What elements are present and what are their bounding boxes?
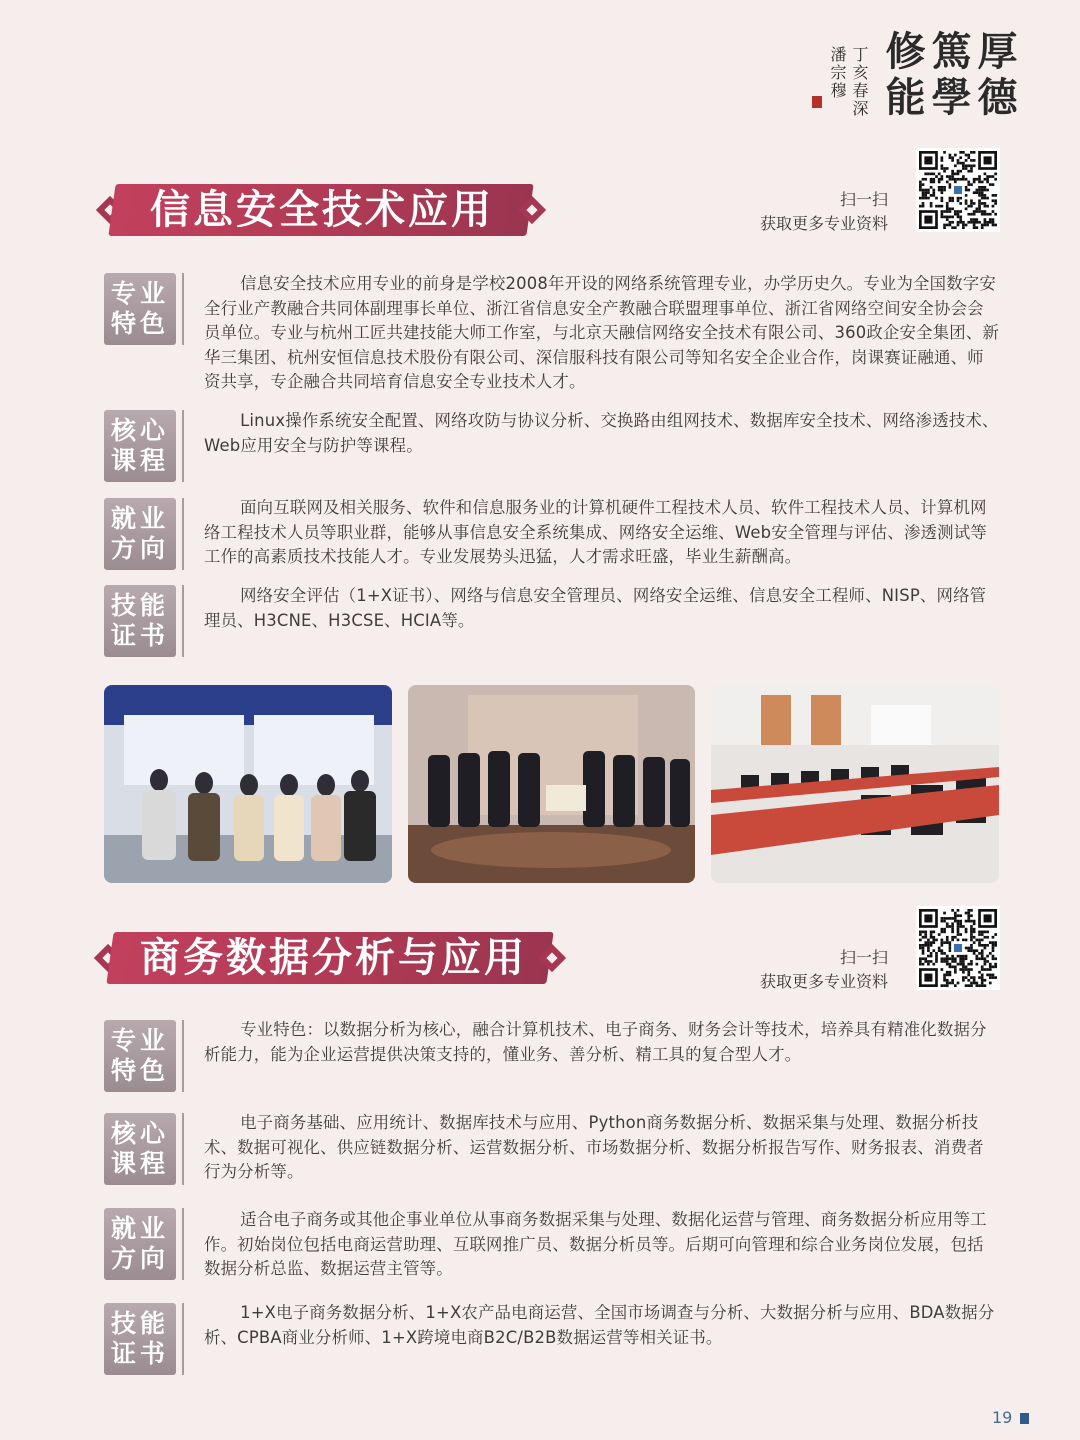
section-2-scan-text bbox=[700, 946, 888, 994]
paragraph-core-courses: Linux操作系统安全配置、网络攻防与协议分析、交换路由组网技术、数据库安全技术、网络渗透技术、Web应用安全与防护等课程。 bbox=[204, 411, 999, 455]
label-certificates: 技能证书 bbox=[104, 1303, 176, 1375]
group-photo-ceremony bbox=[408, 685, 695, 883]
label-core-courses: 核心课程 bbox=[104, 410, 176, 482]
label-specialty: 专业特色 bbox=[104, 273, 176, 345]
computer-lab-photo bbox=[711, 685, 999, 883]
paragraph-specialty: 专业特色：以数据分析为核心，融合计算机技术、电子商务、财务会计等技术，培养具有精准化数据分析能力，能为企业运营提供决策支持的，懂业务、善分析、精工具的复合型人才。 bbox=[204, 1020, 987, 1064]
paragraph-employment: 适合电子商务或其他企事业单位从事商务数据采集与处理、数据化运营与管理、商务数据分析应用等工作。初始岗位包括电商运营助理、互联网推广员、数据分析员等。后期可向管理和综合业务岗位发展，包括数据分析总监、数据运营主管等。 bbox=[204, 1210, 987, 1279]
calligraphy-note-2: 潘宗穆 bbox=[828, 46, 847, 100]
scan-line-1: 扫一扫 bbox=[839, 190, 888, 209]
section-1-title: 信息安全技术应用 bbox=[150, 187, 494, 233]
qr-code-icon[interactable] bbox=[916, 906, 1000, 990]
section-2-banner bbox=[98, 932, 562, 984]
paragraph-certificates: 网络安全评估（1+X证书）、网络与信息安全管理员、网络安全运维、信息安全工程师、NISP、网络管理员、H3CNE、H3CSE、HCIA等。 bbox=[204, 586, 987, 630]
calligraphy-col-2: 篤學 bbox=[925, 30, 972, 122]
scan-line-1: 扫一扫 bbox=[839, 948, 888, 967]
label-core-courses: 核心课程 bbox=[104, 1113, 176, 1185]
paragraph-employment: 面向互联网及相关服务、软件和信息服务业的计算机硬件工程技术人员、软件工程技术人员、计算机网络工程技术人员等职业群，能够从事信息安全系统集成、网络安全运维、Web安全管理与评估、渗透测试等工作的高素质技术技能人才。专业发展势头迅猛，人才需求旺盛，毕业生薪酬高。 bbox=[204, 498, 987, 567]
label-employment: 就业方向 bbox=[104, 1208, 176, 1280]
section-1-banner bbox=[100, 184, 542, 236]
section-1-scan-text bbox=[700, 188, 888, 236]
calligraphy-col-1: 厚德 bbox=[971, 30, 1018, 122]
label-certificates: 技能证书 bbox=[104, 585, 176, 657]
page-number: 19 bbox=[992, 1408, 1013, 1427]
paragraph-specialty: 信息安全技术应用专业的前身是学校2008年开设的网络系统管理专业，办学历史久。专业为全国数字安全行业产教融合共同体副理事长单位、浙江省信息安全产教融合联盟理事单位、浙江省网络空间安全协会会员单位。专业与杭州工匠共建技能大师工作室，与北京天融信网络安全技术有限公司、360政企安全集团、新华三集团、杭州安恒信息技术股份有限公司、深信服科技有限公司等知名安全企业合作，岗课赛证融通、师资共享，专企融合共同培育信息安全专业技术人才。 bbox=[204, 274, 1000, 392]
qr-code-icon[interactable] bbox=[916, 148, 1000, 232]
calligraphy-note-1: 丁亥春深 bbox=[850, 46, 869, 118]
calligraphy-col-3: 修能 bbox=[879, 30, 926, 122]
seal-stamp-icon bbox=[812, 96, 822, 108]
paragraph-certificates: 1+X电子商务数据分析、1+X农产品电商运营、全国市场调查与分析、大数据分析与应用、BDA数据分析、CPBA商业分析师、1+X跨境电商B2C/B2B数据运营等相关证书。 bbox=[204, 1303, 995, 1347]
label-employment: 就业方向 bbox=[104, 498, 176, 570]
group-photo-students bbox=[104, 685, 392, 883]
scan-line-2: 获取更多专业资料 bbox=[759, 972, 888, 991]
section-2-title: 商务数据分析与应用 bbox=[140, 935, 527, 981]
page-corner-icon bbox=[1020, 1413, 1029, 1424]
label-specialty: 专业特色 bbox=[104, 1020, 176, 1092]
scan-line-2: 获取更多专业资料 bbox=[759, 214, 888, 233]
paragraph-core-courses: 电子商务基础、应用统计、数据库技术与应用、Python商务数据分析、数据采集与处理、数据分析技术、数据可视化、供应链数据分析、运营数据分析、市场数据分析、数据分析报告写作、财务报表、消费者行为分析等。 bbox=[204, 1113, 984, 1182]
